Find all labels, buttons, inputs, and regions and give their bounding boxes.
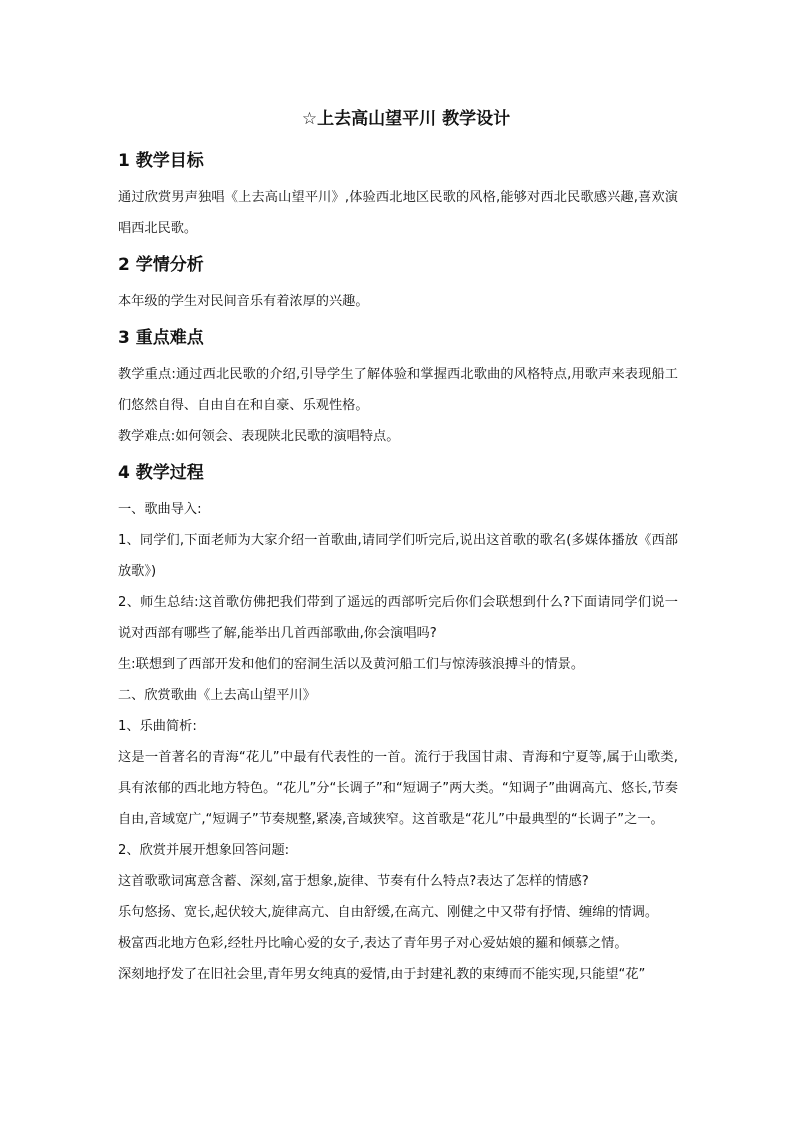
process-sub2-title: 2、欣赏并展开想象回答问题: [118, 843, 290, 858]
document-title: ☆上去高山望平川 教学设计 [301, 109, 511, 129]
document-page [118, 104, 678, 990]
process-paragraph-8: 深刻地抒发了在旧社会里,青年男女纯真的爱情,由于封建礼教的束缚而不能实现,只能望“花” [118, 967, 646, 982]
process-sub1-title: 1、乐曲简析: [118, 719, 197, 734]
process-paragraph-6: 乐句悠扬、宽长,起伏较大,旋律高亢、自由舒缓,在高亢、刚健之中又带有抒情、缠绵的情调。 [118, 905, 659, 920]
section-heading-process: 4 教学过程 [118, 463, 204, 483]
keypoints-focus: 教学重点:通过西北民歌的介绍,引导学生了解体验和掌握西北歌曲的风格特点,用歌声来表现船工们悠然自得、自由自在和自豪、乐观性格。 [118, 367, 678, 413]
process-paragraph-7: 极富西北地方色彩,经牡丹比喻心爱的女子,表达了青年男子对心爱姑娘的羅和倾慕之情。 [118, 936, 628, 951]
objectives-text: 通过欣赏男声独唱《上去高山望平川》,体验西北地区民歌的风格,能够对西北民歌感兴趣,喜欢演唱西北民歌。 [118, 190, 678, 236]
process-paragraph-5: 这首歌歌词寓意含蓄、深刻,富于想象,旋律、节奏有什么特点?表达了怎样的情感? [118, 874, 589, 889]
process-paragraph-2: 2、师生总结:这首歌仿佛把我们带到了遥远的西部听完后你们会联想到什么?下面请同学们说一说对西部有哪些了解,能举出几首西部歌曲,你会演唱吗? [118, 595, 678, 641]
keypoints-difficulty: 教学难点:如何领会、表现陕北民歌的演唱特点。 [118, 429, 400, 444]
process-part1-title: 一、歌曲导入: [118, 502, 202, 517]
process-paragraph-1: 1、同学们,下面老师为大家介绍一首歌曲,请同学们听完后,说出这首歌的歌名(多媒体播放《西部放歌》) [118, 533, 678, 579]
process-paragraph-3: 生:联想到了西部开发和他们的窑洞生活以及黄河船工们与惊涛骇浪搏斗的情景。 [118, 657, 585, 672]
section-heading-objectives: 1 教学目标 [118, 151, 204, 171]
section-heading-analysis: 2 学情分析 [118, 255, 204, 275]
process-part2-title: 二、欣赏歌曲《上去高山望平川》 [118, 688, 316, 703]
process-paragraph-4: 这是一首著名的青海“花儿”中最有代表性的一首。流行于我国甘肃、青海和宁夏等,属于山歌类,具有浓郁的西北地方特色。“花儿”分“长调子”和“短调子”两大类。“知调子”曲调高亢、悠长,节奏自由,音域宽广,“短调子”节奏规整,紧凑,音域狭窄。这首歌是“花儿”中最典型的“长调子”之一。 [118, 750, 678, 827]
analysis-text: 本年级的学生对民间音乐有着浓厚的兴趣。 [118, 294, 369, 309]
section-heading-keypoints: 3 重点难点 [118, 328, 204, 348]
